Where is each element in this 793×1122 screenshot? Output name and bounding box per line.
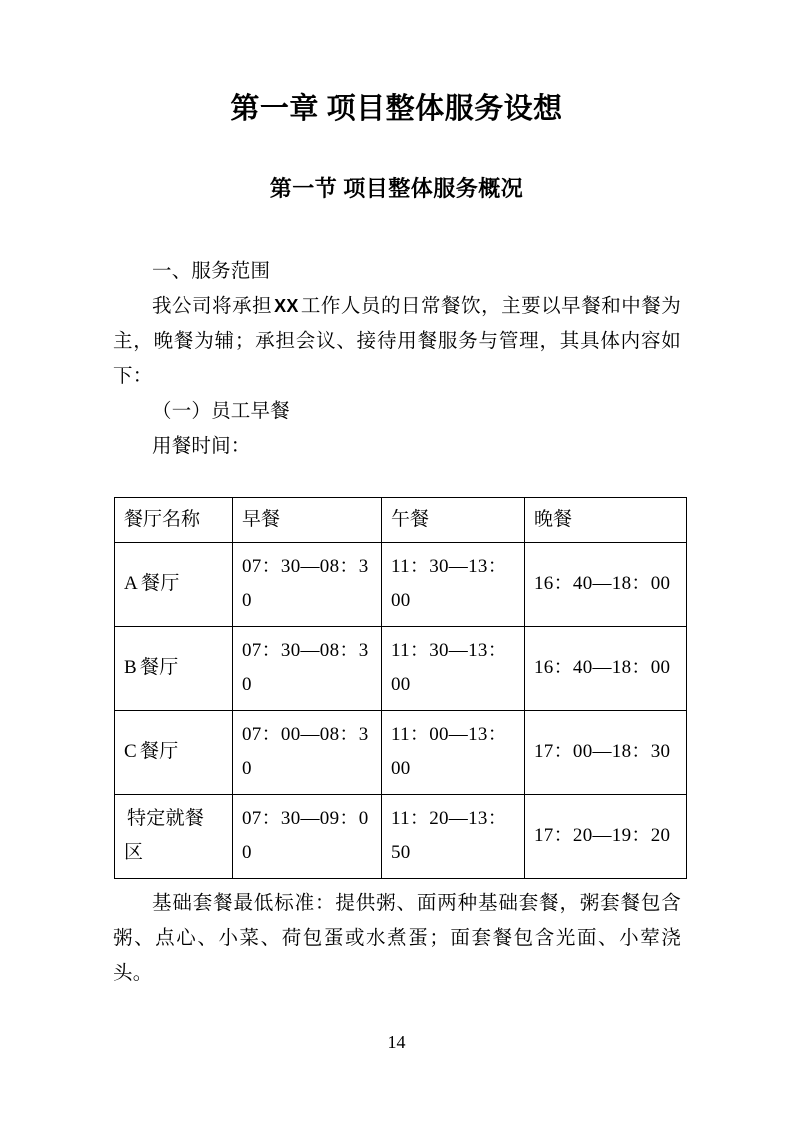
- cell-breakfast-time: 07：30—08：30: [233, 627, 382, 711]
- cell-restaurant-name: [115, 795, 233, 879]
- table-header-breakfast: 早餐: [233, 498, 382, 543]
- cell-lunch-time: 11：00—13：00: [382, 711, 525, 795]
- cell-restaurant-name: [115, 711, 233, 795]
- table-header-dinner: 晚餐: [525, 498, 687, 543]
- body-text-block: [113, 254, 681, 464]
- cell-breakfast-time: 07：30—08：30: [233, 543, 382, 627]
- body-heading-meal-time: 用餐时间：: [152, 436, 251, 457]
- restaurant-code: C: [124, 741, 137, 762]
- cell-breakfast-time: 07：30—09：00: [233, 795, 382, 879]
- table-header-row: [115, 498, 687, 543]
- cell-lunch-time: 11：30—13：00: [382, 543, 525, 627]
- table-row: [115, 711, 687, 795]
- table-row: [115, 543, 687, 627]
- table-header-restaurant-name: 餐厅名称: [115, 498, 233, 543]
- table-header-lunch: 午餐: [382, 498, 525, 543]
- body-paragraph-basic-set-meal: 基础套餐最低标准：提供粥、面两种基础套餐，粥套餐包含粥、点心、小菜、荷包蛋或水煮蛋；面套餐包含光面、小荤浇头。: [113, 893, 681, 984]
- restaurant-label: 餐厅: [141, 573, 180, 594]
- page-number: 14: [387, 1032, 406, 1052]
- cell-breakfast-time: 07：00—08：30: [233, 711, 382, 795]
- section-title: 第一节 项目整体服务概况: [269, 176, 524, 201]
- paragraph-placeholder-xx: XX: [274, 296, 299, 316]
- body-heading-staff-breakfast: （一）员工早餐: [152, 401, 290, 422]
- table-row: [115, 795, 687, 879]
- restaurant-code: A: [124, 573, 139, 594]
- restaurant-label: 餐厅: [139, 741, 179, 762]
- cell-restaurant-name: [115, 543, 233, 627]
- paragraph-text-suffix: 工作人员的日常餐饮，主要以早餐和中餐为主，晚餐为辅；承担会议、接待用餐服务与管理，其具体内容如下：: [113, 296, 681, 387]
- cell-lunch-time: 11：20—13：50: [382, 795, 525, 879]
- cell-dinner-time: 16：40—18：00: [525, 543, 687, 627]
- table-row: [115, 627, 687, 711]
- body-heading-service-scope: 一、服务范围: [152, 261, 271, 282]
- cell-dinner-time: 16：40—18：00: [525, 627, 687, 711]
- cell-restaurant-name: [115, 627, 233, 711]
- meal-schedule-table: [114, 497, 687, 879]
- restaurant-code: B: [124, 657, 137, 678]
- page-title: 第一章 项目整体服务设想: [230, 93, 563, 125]
- paragraph-text-prefix: 我公司将承担: [152, 296, 273, 317]
- cell-dinner-time: 17：00—18：30: [525, 711, 687, 795]
- body-paragraph-service-scope: [113, 289, 681, 394]
- restaurant-label: 特定就餐区: [124, 808, 205, 863]
- cell-lunch-time: 11：30—13：00: [382, 627, 525, 711]
- tail-text-block: [113, 886, 681, 991]
- restaurant-label: 餐厅: [139, 657, 179, 678]
- cell-dinner-time: 17：20—19：20: [525, 795, 687, 879]
